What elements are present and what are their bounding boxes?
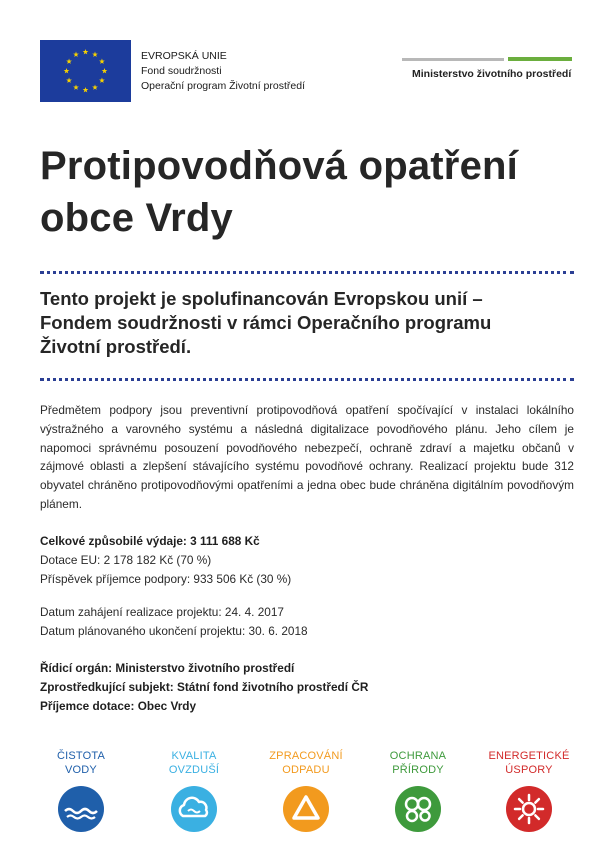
cost-block xyxy=(40,532,580,588)
subtitle-line: Fondem soudržnosti v rámci Operačního programu xyxy=(40,312,492,333)
sun-icon xyxy=(505,785,553,833)
water-icon xyxy=(57,785,105,833)
grant-recipient: Příjemce dotace: Obec Vrdy xyxy=(40,698,197,713)
recipient-contribution: Příspěvek příjemce podpory: 933 506 Kč (30 %) xyxy=(40,571,292,586)
pillar-label: OCHRANA PŘÍRODY xyxy=(389,750,447,776)
eu-line: Fond soudržnosti xyxy=(141,65,222,77)
dotted-divider xyxy=(40,378,574,381)
subtitle-line: Tento projekt je spolufinancován Evropskou unií – xyxy=(40,288,483,309)
eu-line: EVROPSKÁ UNIE xyxy=(141,50,227,62)
pillar-water xyxy=(31,749,131,779)
cloud-icon xyxy=(170,785,218,833)
title-line: obce Vrdy xyxy=(40,196,233,240)
eu-fund-label xyxy=(141,49,305,94)
subtitle xyxy=(40,287,580,359)
pillar-label: KVALITA OVZDUŠÍ xyxy=(168,750,220,776)
page-title xyxy=(40,140,580,244)
triangle-icon xyxy=(282,785,330,833)
pillar-air xyxy=(144,749,244,779)
project-description: Předmětem podpory jsou preventivní protipovodňová opatření spočívající v instalaci lokálního výstražného a varovného systému a následná digitalizace povodňového plánu. Jeho cílem je napomoci správnému posouzení povodňového nebezpečí, ochraně zdraví a majetku občanů v zájmové oblasti a zlepšení stávajícího systému povodňové ochrany. Realizací projektu bude 312 obyvatel chráněno protipovodňovými opatřeními a jedna obec bude chráněna digitálním povodňovým plánem. xyxy=(40,403,574,511)
intermediate-body: Zprostředkující subjekt: Státní fond životního prostředí ČR xyxy=(40,679,369,694)
dates-block xyxy=(40,603,580,641)
title-line: Protipovodňová opatření xyxy=(40,144,518,188)
nature-icon xyxy=(394,785,442,833)
eu-flag-icon xyxy=(40,40,131,102)
eu-line: Operační program Životní prostředí xyxy=(141,80,305,92)
pillar-nature xyxy=(368,749,468,779)
pillar-waste xyxy=(256,749,356,779)
eu-subsidy: Dotace EU: 2 178 182 Kč (70 %) xyxy=(40,552,212,567)
dotted-divider xyxy=(40,271,574,274)
end-date: Datum plánovaného ukončení projektu: 30. 6. 2018 xyxy=(40,623,308,638)
subtitle-line: Životní prostředí. xyxy=(40,336,192,357)
pillar-label: ČISTOTA VODY xyxy=(56,750,106,776)
bodies-block xyxy=(40,659,580,715)
pillar-label: ENERGETICKÉ ÚSPORY xyxy=(488,750,570,776)
managing-body: Řídicí orgán: Ministerstvo životního prostředí xyxy=(40,661,295,675)
pillar-energy xyxy=(479,749,579,779)
pillar-label: ZPRACOVÁNÍ ODPADU xyxy=(269,750,343,776)
ministry-logo-bars xyxy=(402,57,572,63)
start-date: Datum zahájení realizace projektu: 24. 4. 2017 xyxy=(40,605,284,619)
total-cost: Celkové způsobilé výdaje: 3 111 688 Kč xyxy=(40,534,260,548)
ministry-logo-text: Ministerstvo životního prostředí xyxy=(412,68,572,80)
